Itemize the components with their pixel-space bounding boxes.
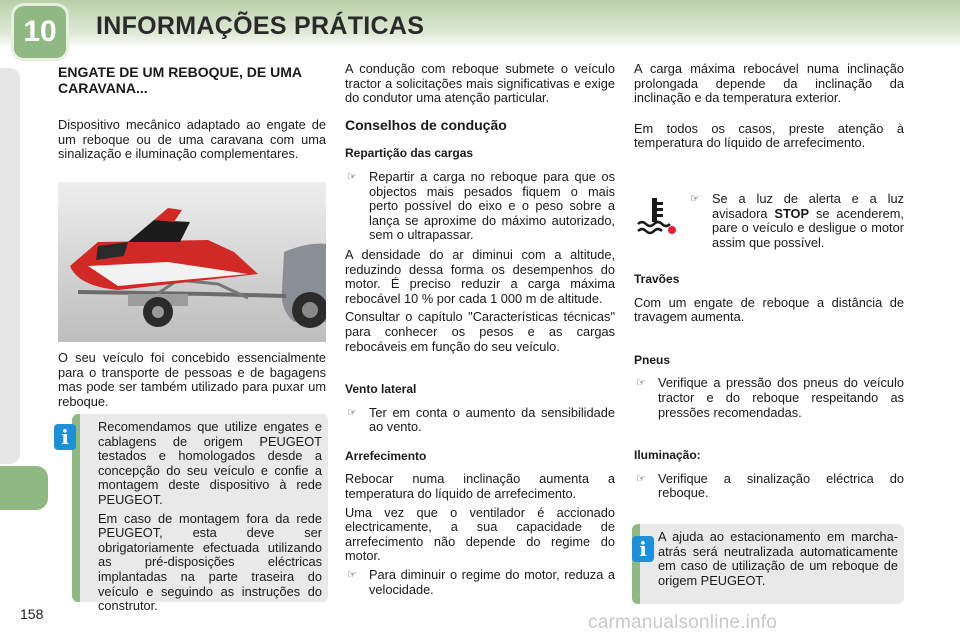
- coolant-temperature-icon: [636, 196, 676, 236]
- load-heading: Repartição das cargas: [345, 146, 474, 161]
- cooling-bullet: [345, 568, 615, 597]
- jetski-trailer-illustration: [58, 182, 326, 342]
- wind-heading: Vento lateral: [345, 382, 417, 397]
- info-icon: i: [54, 424, 76, 450]
- chapter-badge: [14, 6, 66, 58]
- tyres-bullet-text: Verifique a pressão dos pneus do veículo tractor e do reboque respeitando as pressões recomendadas.: [658, 375, 904, 420]
- load-bullet: [345, 170, 615, 243]
- driving-advice-heading: Conselhos de condução: [345, 116, 507, 133]
- lighting-bullet-text: Verifique a sinalização eléctrica do reboque.: [658, 470, 904, 501]
- watermark: carmanualsonline.info: [588, 612, 778, 633]
- slope-text: A carga máxima rebocável numa inclinação prolongada depende da inclinação da inclinação e da temperatura exterior.: [634, 61, 904, 106]
- cooling-text-2: Uma vez que o ventilador é accionado electricamente, a sua capacidade de arrefecimento não depende do regime do motor.: [345, 504, 615, 564]
- warning-text-post: se acenderem, pare o veículo e desligue o motor assim que possível.: [712, 205, 904, 250]
- right-column-lower: [634, 272, 904, 506]
- chapter-tab[interactable]: [0, 466, 48, 510]
- towing-intro: A condução com reboque submete o veículo tractor a solicitações mais significativas e exige do condutor uma atenção particular.: [345, 61, 615, 106]
- cooling-heading: Arrefecimento: [345, 448, 427, 463]
- parking-aid-text: A ajuda ao estacionamento em marcha-atrás será neutralizada automaticamente em caso de utilização de um reboque de origem PEUGEOT.: [658, 529, 898, 588]
- cooling-bullet-text: Para diminuir o regime do motor, reduza a velocidade.: [369, 567, 615, 597]
- load-bullet-text: Repartir a carga no reboque para que os objectos mais pesados fiquem o mais perto possível do eixo e o peso sobre a lança se aproxime do máximo autorizado, sem o ultrapassar.: [369, 168, 615, 243]
- pointing-hand-icon: ☞: [690, 193, 700, 205]
- trailer-photo: [58, 182, 326, 342]
- chapter-number: 10: [23, 15, 57, 48]
- pointing-hand-icon: ☞: [636, 377, 646, 390]
- right-column: [634, 62, 904, 155]
- specs-reference-text: Consultar o capítulo "Características técnicas" para conhecer os pesos e as cargas rebocáveis em função do seu veículo.: [345, 309, 615, 354]
- brakes-heading: Travões: [634, 272, 680, 286]
- page-number: 158: [20, 606, 44, 622]
- tyres-bullet: [634, 376, 904, 420]
- cooling-text-1: Rebocar numa inclinação aumenta a temperatura do líquido de arrefecimento.: [345, 471, 615, 502]
- altitude-text: A densidade do ar diminui com a altitude, reduzindo dessa forma os desempenhos do motor. É preciso reduzir a carga máxima rebocável 10 % por cada 1 000 m de altitude.: [345, 246, 615, 306]
- info-box-left: [72, 414, 328, 614]
- page-title: INFORMAÇÕES PRÁTICAS: [96, 12, 425, 40]
- info-text-2: Em caso de montagem fora da rede PEUGEOT, esta deve ser obrigatoriamente efectuada utilizando as pré-disposições eléctricas implantadas na parte traseira do veículo e seguindo as instruções do construtor.: [98, 510, 322, 614]
- info-icon: i: [632, 536, 654, 562]
- usage-text: O seu veículo foi concebido essencialmente para o transporte de pessoas e de bagagens mas pode ser também utilizado para puxar um reboque.: [58, 350, 326, 409]
- stop-label: STOP: [774, 205, 810, 221]
- pointing-hand-icon: ☞: [347, 569, 357, 582]
- pointing-hand-icon: ☞: [347, 406, 357, 419]
- margin-strip: [0, 68, 20, 464]
- info-box-right: [632, 524, 904, 604]
- middle-column: [345, 62, 615, 602]
- left-column: [58, 64, 326, 166]
- tyres-heading: Pneus: [634, 352, 671, 367]
- wind-bullet-text: Ter em conta o aumento da sensibilidade ao vento.: [369, 404, 615, 435]
- lighting-bullet: [634, 472, 904, 501]
- temperature-attention-text: Em todos os casos, preste atenção à temperatura do líquido de arrefecimento.: [634, 120, 904, 151]
- lighting-heading: Iluminação:: [634, 448, 701, 463]
- left-column-lower: [58, 351, 326, 413]
- section-heading: ENGATE DE UM REBOQUE, DE UMA CARAVANA...: [58, 64, 302, 96]
- wind-bullet: [345, 406, 615, 435]
- intro-text: Dispositivo mecânico adaptado ao engate de um reboque ou de uma caravana com uma sinalização e iluminação complementares.: [58, 117, 326, 162]
- info-text-1: Recomendamos que utilize engates e cablagens de origem PEUGEOT testados e homologados desde a concepção do seu veículo e confie a montagem deste dispositivo à rede PEUGEOT.: [98, 419, 322, 507]
- warning-block: [688, 192, 904, 255]
- brakes-text: Com um engate de reboque a distância de travagem aumenta.: [634, 294, 904, 325]
- warning-bullet: [688, 192, 904, 250]
- warning-text-pre: Se a luz de alerta e a luz avisadora: [712, 191, 904, 221]
- pointing-hand-icon: ☞: [636, 472, 646, 485]
- pointing-hand-icon: ☞: [347, 170, 357, 183]
